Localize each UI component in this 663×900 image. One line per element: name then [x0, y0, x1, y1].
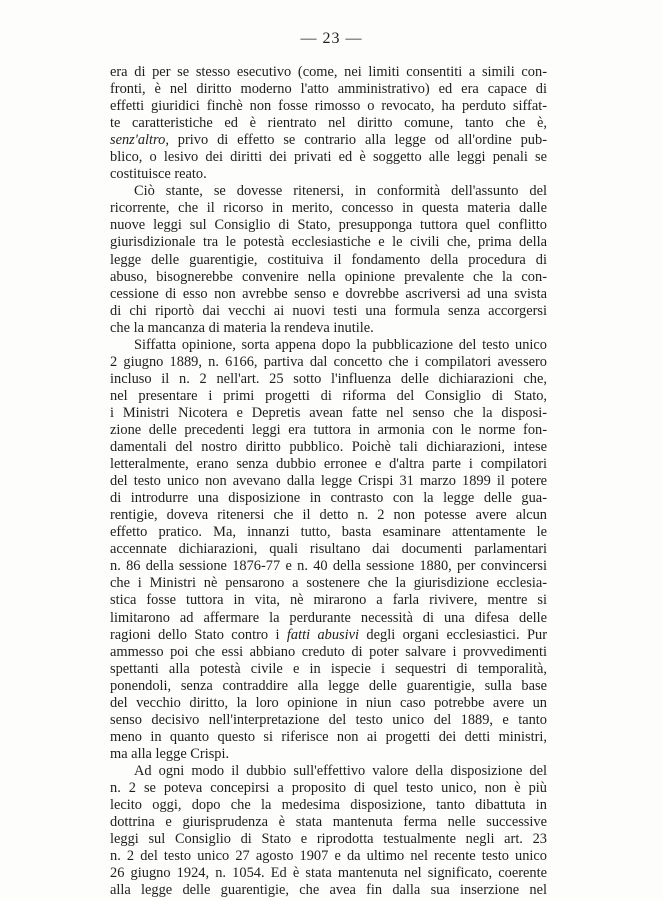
paragraph	[110, 763, 547, 899]
text-line: fronti, è nel diritto moderno l'atto amministrativo) ed era capace di	[110, 81, 547, 98]
text-line: nuove leggi sul Consiglio di Stato, presupponga tuttora quel conflitto	[110, 217, 547, 234]
text-line: ponendoli, senza contraddire alla legge delle guarentigie, sulla base	[110, 677, 547, 694]
text-line: i Ministri Nicotera e Depretis avean fatte nel senso che la disposi-	[110, 404, 547, 421]
paragraph	[110, 183, 547, 336]
text-line: stica fosse tuttora in vita, nè mirarono a farla rivivere, mentre si	[110, 592, 547, 609]
text-line: limitarono ad affermare la perdurante necessità di una difesa delle	[110, 609, 547, 626]
text-line: era di per se stesso esecutivo (come, nei limiti consentiti a simili con-	[110, 64, 547, 80]
paragraph	[110, 64, 547, 183]
text-line: alla legge delle guarentigie, che avea fin dalla sua inserzione nel	[110, 882, 547, 899]
text-line: rentigie, doveva ritenersi che il detto n. 2 non potesse avere alcun	[110, 507, 547, 524]
text-line: Ciò stante, se dovesse ritenersi, in conformità dell'assunto del	[134, 183, 547, 200]
text-line: effetti giuridici finchè non fosse rimosso o revocato, ha perduto siffat-	[110, 98, 547, 115]
text-line: te caratteristiche ed è rientrato nel diritto comune, tanto che è,	[110, 115, 547, 132]
text-line: incluso il n. 2 nell'art. 25 sotto l'influenza delle dichiarazioni che,	[110, 370, 547, 387]
text-line: ma alla legge Crispi.	[110, 745, 230, 762]
text-line: ragioni dello Stato contro i fatti abusivi degli organi ecclesiastici. Pur	[110, 626, 547, 643]
text-line: Siffatta opinione, sorta appena dopo la pubblicazione del testo unico	[134, 336, 547, 353]
text-line: di introdurre una disposizione in contrasto con la legge delle gua-	[110, 490, 547, 507]
text-line: n. 2 del testo unico 27 agosto 1907 e da ultimo nel recente testo unico	[110, 848, 547, 865]
text-line: giurisdizionale tra le potestà ecclesiastiche e le civili che, prima della	[110, 234, 547, 251]
text-line: che i Ministri nè pensarono a sostenere che la giurisdizione ecclesia-	[110, 575, 547, 592]
text-line: n. 86 della sessione 1876-77 e n. 40 della sessione 1880, per convincersi	[110, 558, 547, 575]
text-line: accennate dichiarazioni, quali risultano dai documenti parlamentari	[110, 541, 547, 558]
text-line: blico, o lesivo dei diritti dei privati ed è soggetto alle leggi penali se	[110, 149, 547, 166]
text-line: meno in quanto questo si riferisce non ai progetti dei detti ministri,	[110, 728, 547, 745]
paragraph	[110, 337, 547, 763]
text-line: senso decisivo nell'interpretazione del testo unico del 1889, e tanto	[110, 711, 547, 728]
text-line: 2 giugno 1889, n. 6166, partiva dal concetto che i compilatori avessero	[110, 353, 547, 370]
text-line: effetto pratico. Ma, innanzi tutto, basta esaminare attentamente le	[110, 524, 547, 541]
text-line: del vecchio diritto, la loro opinione in niun caso potrebbe avere un	[110, 694, 547, 711]
page-number: — 23 —	[300, 30, 363, 47]
text-line: Ad ogni modo il dubbio sull'effettivo valore della disposizione del	[134, 762, 547, 779]
text-line: che la mancanza di materia la rendeva inutile.	[110, 319, 374, 336]
text-line: ricorrente, che il ricorso in merito, concesso in questa materia dalle	[110, 200, 547, 217]
text-line: damentali del nostro diritto pubblico. Poichè tali dichiarazioni, intese	[110, 439, 547, 456]
text-line: zione delle precedenti leggi era tuttora in armonia con le norme fon-	[110, 421, 547, 438]
text-line: del testo unico non avevano dalla legge Crispi 31 marzo 1899 il potere	[110, 473, 547, 490]
text-line: nel presentare i primi progetti di riforma del Consiglio di Stato,	[110, 387, 547, 404]
text-line: di chi riportò dai vecchi ai nuovi testi una formula senza accorgersi	[110, 302, 547, 319]
text-line: n. 2 se poteva concepirsi a proposito di quel testo unico, non è più	[110, 779, 547, 796]
text-line: ammesso poi che essi abbiano creduto di poter salvare i provvedimenti	[110, 643, 547, 660]
text-line: leggi sul Consiglio di Stato e riprodotta testualmente negli art. 23	[110, 831, 547, 848]
text-line: legge delle guarentigie, costituiva il fondamento della procedura di	[110, 251, 547, 268]
text-line: costituisce reato.	[110, 166, 207, 183]
text-line: senz'altro, privo di effetto se contrario alla legge od all'ordine pub-	[110, 132, 547, 149]
text-line: 26 giugno 1924, n. 1054. Ed è stata mantenuta nel significato, coerente	[110, 865, 547, 882]
text-line: abuso, bisognerebbe convenire nella opinione prevalente che la con-	[110, 268, 547, 285]
text-line: cessione di esso non avrebbe senso e dovrebbe ascriversi ad una svista	[110, 285, 547, 302]
body-text	[110, 64, 547, 899]
text-line: lecito oggi, dopo che la medesima disposizione, tanto dibattuta in	[110, 797, 547, 814]
text-line: dottrina e giurisprudenza è stata mantenuta ferma nelle successive	[110, 814, 547, 831]
text-line: spettanti alla potestà civile e in ispecie i sequestri di temporalità,	[110, 660, 547, 677]
text-line: letteralmente, erano senza dubbio erronee e d'altra parte i compilatori	[110, 456, 547, 473]
